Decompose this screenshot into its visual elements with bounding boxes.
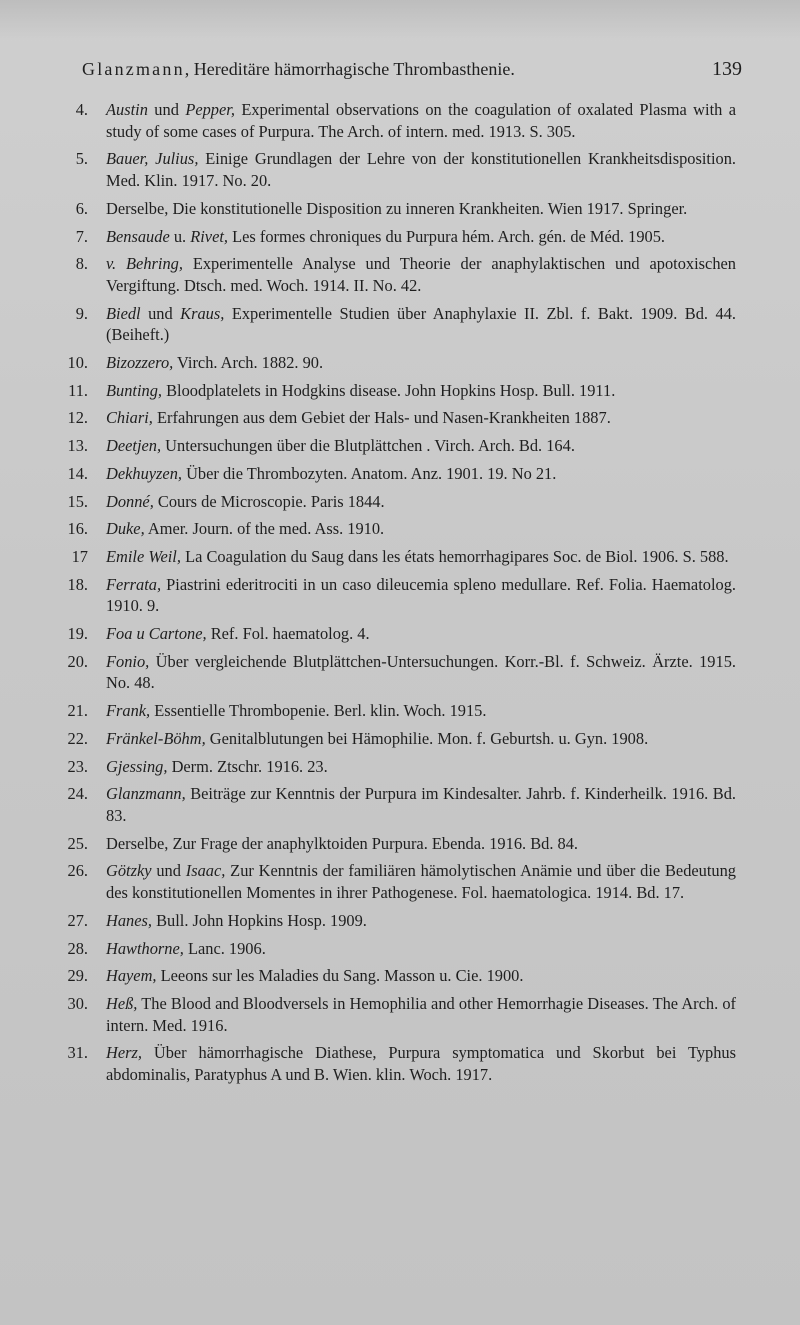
reference-entry [62, 491, 736, 513]
reference-citation: Lanc. 1906. [183, 938, 266, 958]
reference-text [106, 700, 736, 722]
reference-number: 5. [75, 149, 88, 169]
reference-number: 7. [75, 226, 88, 246]
reference-citation: Derm. Ztschr. 1916. 23. [167, 756, 328, 776]
reference-citation: Experimentelle Studien über Anaphylaxie II. Zbl. f. Bakt. 1909. Bd. 44. (Beiheft.) [106, 303, 737, 345]
reference-text [106, 253, 736, 296]
reference-text [106, 491, 736, 513]
reference-citation: Derselbe, Die konstitutionelle Disposition zu inneren Krankheiten. Wien 1917. Springer. [106, 198, 688, 218]
reference-number: 23. [67, 756, 88, 776]
reference-number: 22. [67, 728, 88, 748]
reference-number: 18. [67, 574, 88, 594]
reference-entry [62, 860, 736, 903]
reference-number: 16. [67, 519, 88, 539]
reference-author: v. Behring, [106, 254, 183, 274]
reference-citation: Untersuchungen über die Blutplättchen . Virch. Arch. Bd. 164. [161, 436, 575, 456]
reference-text [106, 407, 736, 429]
reference-connector: und [151, 861, 186, 881]
reference-author: Bauer, Julius, [106, 149, 199, 169]
reference-entry [62, 756, 736, 778]
reference-text [106, 728, 736, 750]
reference-entry [62, 226, 736, 248]
reference-entry [62, 303, 736, 346]
reference-text [106, 352, 736, 374]
reference-entry [62, 546, 736, 568]
reference-number: 28. [67, 938, 88, 958]
reference-entry [62, 518, 736, 540]
reference-author: Frank, [106, 701, 151, 721]
reference-number: 29. [67, 966, 88, 986]
reference-text [106, 380, 736, 402]
reference-author: Deetjen, [106, 436, 162, 456]
header-author: Glanzmann [82, 59, 185, 79]
reference-list [62, 99, 736, 1086]
reference-text [106, 546, 736, 568]
reference-number: 26. [67, 861, 88, 881]
reference-number: 12. [67, 408, 88, 428]
reference-entry [62, 435, 736, 457]
reference-citation: Einige Grundlagen der Lehre von der konstitutionellen Krankheitsdisposition. Med. Klin. 1917. No. 20. [106, 149, 736, 191]
reference-entry [62, 574, 736, 617]
reference-text [106, 1042, 736, 1085]
reference-text [106, 463, 736, 485]
reference-citation: La Coagulation du Saug dans les états hemorrhagipares Soc. de Biol. 1906. S. 588. [180, 546, 729, 566]
reference-author: Fonio, [106, 651, 150, 671]
reference-text [106, 993, 736, 1036]
reference-citation: Virch. Arch. 1882. 90. [173, 353, 324, 373]
reference-number: 30. [67, 993, 88, 1013]
reference-text [106, 198, 736, 220]
reference-text [106, 574, 736, 617]
reference-text [106, 435, 736, 457]
reference-entry [62, 1042, 736, 1085]
reference-author: Rivet, [190, 226, 229, 246]
reference-text [106, 833, 736, 855]
reference-citation: Cours de Microscopie. Paris 1844. [153, 491, 385, 511]
reference-author: Chiari, [106, 408, 153, 428]
reference-connector: und [147, 100, 186, 119]
reference-text [106, 623, 736, 645]
reference-author: Heß, [106, 993, 138, 1013]
reference-entry [62, 700, 736, 722]
reference-number: 21. [67, 701, 88, 721]
reference-number: 13. [67, 436, 88, 456]
reference-text [106, 756, 736, 778]
reference-author: Ferrata, [106, 574, 162, 594]
reference-entry [62, 352, 736, 374]
reference-citation: The Blood and Bloodversels in Hemophilia and other Hemorrhagie Diseases. The Arch. of intern. Med. 1916. [106, 993, 736, 1035]
reference-author: Herz, [106, 1043, 142, 1063]
reference-text [106, 783, 736, 826]
reference-text [106, 99, 736, 142]
reference-text [106, 148, 736, 191]
reference-number: 25. [67, 833, 88, 853]
reference-text [106, 938, 736, 960]
reference-number: 31. [67, 1043, 88, 1063]
reference-author: Götzky [106, 861, 152, 881]
reference-entry [62, 463, 736, 485]
reference-citation: Experimental observations on the coagulation of oxalated Plasma with a study of some cases of Purpura. The Arch. of intern. med. 1913. S. 305. [106, 100, 737, 141]
reference-author: Pepper, [185, 100, 235, 119]
reference-citation: Leeons sur les Maladies du Sang. Masson u. Cie. 1900. [156, 966, 524, 986]
reference-author: Glanzmann, [106, 784, 186, 804]
reference-citation: Über die Thrombozyten. Anatom. Anz. 1901. 19. No 21. [182, 463, 557, 483]
reference-entry [62, 993, 736, 1036]
reference-entry [62, 910, 736, 932]
reference-citation: Zur Kenntnis der familiären hämolytischen Anämie und über die Bedeutung des konstitutionellen Momentes in ihrer Pathogenese. Fol. haematologica. 1914. Bd. 17. [106, 861, 737, 903]
reference-author: Foa u Cartone, [106, 624, 207, 644]
reference-citation: Über vergleichende Blutplättchen-Untersuchungen. Korr.-Bl. f. Schweiz. Ärzte. 1915. No. 48. [106, 651, 736, 693]
reference-author: Bunting, [106, 380, 162, 400]
reference-number: 19. [67, 624, 88, 644]
reference-entry [62, 407, 736, 429]
reference-number: 8. [75, 254, 88, 274]
reference-citation: Beiträge zur Kenntnis der Purpura im Kindesalter. Jahrb. f. Kinderheilk. 1916. Bd. 83. [106, 784, 736, 825]
reference-number: 9. [75, 303, 88, 323]
header-title: , Hereditäre hämorrhagische Thrombasthenie. [184, 59, 515, 79]
running-header [82, 58, 742, 81]
reference-citation: Piastrini ederitrociti in un caso dileucemia spleno medullare. Ref. Folia. Haematolog. 1910. 9. [106, 574, 736, 616]
reference-author: Biedl [106, 303, 141, 323]
reference-author: Fränkel-Böhm, [106, 728, 206, 748]
reference-author: Bizozzero, [106, 353, 174, 373]
reference-entry [62, 99, 736, 142]
reference-number: 24. [67, 784, 88, 804]
running-head [82, 59, 515, 80]
reference-number: 27. [67, 910, 88, 930]
reference-connector: und [140, 303, 181, 323]
reference-author: Isaac, [185, 861, 226, 881]
reference-connector: u. [169, 226, 191, 246]
reference-citation: Ref. Fol. haematolog. 4. [206, 624, 370, 644]
reference-author: Duke, [106, 519, 145, 539]
reference-entry [62, 651, 736, 694]
reference-citation: Amer. Journ. of the med. Ass. 1910. [144, 519, 385, 539]
reference-author: Gjessing, [106, 756, 168, 776]
reference-citation: Erfahrungen aus dem Gebiet der Hals- und Nasen-Krankheiten 1887. [152, 408, 611, 428]
reference-number: 14. [67, 463, 88, 483]
reference-author: Emile Weil, [106, 546, 181, 566]
reference-number: 10. [67, 353, 88, 373]
reference-citation: Bloodplatelets in Hodgkins disease. John Hopkins Hosp. Bull. 1911. [162, 380, 616, 400]
reference-entry [62, 253, 736, 296]
reference-text [106, 651, 736, 694]
reference-text [106, 518, 736, 540]
reference-number: 4. [75, 100, 88, 119]
reference-citation: Genitalblutungen bei Hämophilie. Mon. f. Geburtsh. u. Gyn. 1908. [205, 728, 649, 748]
page-number: 139 [712, 58, 742, 80]
reference-author: Hayem, [106, 966, 157, 986]
reference-author: Bensaude [106, 226, 170, 246]
reference-author: Hanes, [106, 910, 152, 930]
reference-citation: Les formes chroniques du Purpura hém. Arch. gén. de Méd. 1905. [228, 226, 665, 246]
reference-entry [62, 965, 736, 987]
reference-citation: Über hämorrhagische Diathese, Purpura symptomatica und Skorbut bei Typhus abdominalis, Paratyphus A und B. Wien. klin. Woch. 1917. [106, 1043, 736, 1085]
reference-citation: Bull. John Hopkins Hosp. 1909. [151, 910, 367, 930]
reference-entry [62, 198, 736, 220]
reference-number: 6. [75, 198, 88, 218]
reference-text [106, 226, 736, 248]
reference-entry [62, 833, 736, 855]
reference-author: Donné, [106, 491, 154, 511]
reference-author: Dekhuyzen, [106, 463, 182, 483]
reference-text [106, 965, 736, 987]
reference-text [106, 910, 736, 932]
reference-citation: Derselbe, Zur Frage der anaphylktoiden Purpura. Ebenda. 1916. Bd. 84. [106, 833, 579, 853]
reference-entry [62, 623, 736, 645]
reference-entry [62, 728, 736, 750]
reference-citation: Essentielle Thrombopenie. Berl. klin. Woch. 1915. [150, 701, 487, 721]
reference-author: Austin [106, 100, 148, 119]
reference-number: 20. [67, 651, 88, 671]
reference-number: 17 [71, 546, 88, 566]
reference-entry [62, 783, 736, 826]
reference-text [106, 303, 736, 346]
reference-author: Hawthorne, [106, 938, 184, 958]
reference-entry [62, 380, 736, 402]
reference-text [106, 860, 736, 903]
reference-entry [62, 148, 736, 191]
reference-number: 11. [68, 380, 88, 400]
reference-citation: Experimentelle Analyse und Theorie der anaphylaktischen und apotoxischen Vergiftung. Dtsch. med. Woch. 1914. II. No. 42. [106, 254, 736, 295]
reference-entry [62, 938, 736, 960]
reference-author: Kraus, [180, 303, 225, 323]
reference-number: 15. [67, 491, 88, 511]
